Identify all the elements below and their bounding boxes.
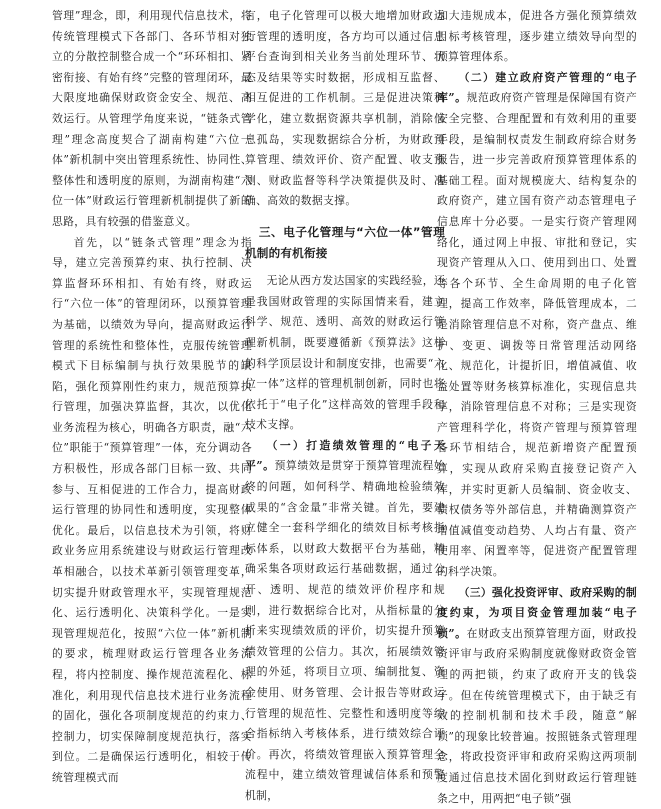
paragraph: 言，电子化管理可以极大地增加财政运行管理的透明度，各方均可以通过信息平台查询到相关业务当前处理环节、状态及结果等实时数据，形成相互监督、相互促进的工作机制。三是促进决策科学化，建立数据资源共享机制，消除信息孤岛，实现数据综合分析，为财政预算管理、绩效评价、资产配置、收支预测、财政监督等科学决策提供及时、准确、高效的数据支撑。 bbox=[245, 9, 445, 208]
paragraph: 管理”理念，即，利用现代信息技术，将传统管理模式下各部门、各环节相对独立的分散控制整合成一个“环环相扣、紧密衔接、有始有终”完整的管理闭环，最大限度地确保财政资金安全、规范、高效运行。从管理学角度来说，“链条式管理”理念高度契合了湖南构建“六位一体”新机制中突出管理系统性、协同性、整体性和透明度的原则，为湖南构建“六位一体”财政运行管理新机制提供了新的思路，具有较强的借鉴意义。 bbox=[52, 9, 252, 228]
text-column-right bbox=[437, 6, 638, 805]
subsection-paragraph bbox=[437, 68, 637, 583]
paragraph: 首先，以“链条式管理”理念为指导，建立完善预算约束、执行控制、决算监督环环相扣、有始有终，财政运行“六位一体”的管理闭环，以预算管理为基础，以绩效为导向，提高财政运行管理的系统性和整体性，克服传统管理模式下目标编制与执行效果脱节的缺陷，强化预算刚性约束力，规范预算执行管理，加强决算监督，其次，以优化业务流程为核心，明确各方职责，融“六位”职能于“预算管理”一体，充分调动各方积极性，形成各部门目标一致、共同参与、互相促进的工作合力，提高财政运行管理的协同性和透明度，实现整体优化。最后，以信息技术为引领，将财政业务应用系统建设与财政运行管理改革相融合，以技术革新引领管理变革，切实提升财政管理水平，实现管理规范化、运行透明化、决策科学化。一是实现管理规范化，按照“六位一体”新机制的要求，梳理财政运行管理各业务流程，将内控制度、操作规范流程化、标准化，利用现代信息技术进行业务流程的固化，强化各项制度规范的约束力、控制力，切实保障制度规范执行，落实到位。二是确保运行透明化，相较于传统管理模式而 bbox=[52, 235, 252, 784]
paragraph: 无论从西方发达国家的实践经验，还是我国财政管理的实际国情来看，建立科学、规范、透明、高效的财政运行管理新机制，既要遵循新《预算法》这样的科学顶层设计和制度安排，也需要“六位一体”这样的管理机制创新，同时也将依托于“电子化”这样高效的管理手段和技术支撑。 bbox=[245, 274, 445, 432]
subsection-text: 在财政支出预算管理方面，财政投资评审与政府采购制度就像财政资金管理的两把锁，约束了政府开支的钱袋子。但在传统管理模式下，由于缺乏有效的控制机制和技术手段，随意“解锁”的现象比较普遍。按照链条式管理理念，将政投资评审和政府采购这两项制度通过信息技术固化到财政运行管理链条之中，用两把“电子锁”强 bbox=[437, 626, 638, 805]
subsection-title: （一）打造绩效管理的“电子天平”。 bbox=[245, 438, 445, 473]
subsection-paragraph bbox=[437, 583, 637, 809]
subsection-text: 规范政府资产管理是保障国有资产安全完整、合理配置和有效利用的重要手段，是编制权责发生制政府综合财务报告，进一步完善政府预算管理体系的基础工程。面对规模庞大、结构复杂的政府资产，建立国有资产动态管理电子信息库十分必要。一是实行资产管理网络化，通过网上申报、审批和登记，实现资产管理从入口、使用到出口、处置等各个环节、全生命周期的电子化管理，提高工作效率，降低管理成本，二是消除管理信息不对称，资产盘点、维护、变更、调拨等日常管理活动网络化、规范化，计提折旧，增值减值、收益处置等财务核算标准化，实现信息共享，消除管理信息不对称；三是实现资产管理科学化，将资产管理与预算管理各环节相结合，规范新增资产配置预算，实现从政府采购直接登记资产入库，并实时更新人员编制、资金收支、债权债务等外部信息，并精确测算资产增值减值变动趋势、人均占有量、资产使用率、闲置率等，促进资产配置管理的科学决策。 bbox=[437, 91, 638, 579]
subsection-text: 预算绩效是贯穿于预算管理流程始终的问题，如何科学、精确地检验绩效成果的“含金量”非常关键。首先，要建立健全一套科学细化的绩效目标考核指标体系，以财政大数据平台为基础，精确采集各项财政运行基础数据，通过公开、透明、规范的绩效评价程序和规则，进行数据综合比对，从指标量的分析来实现绩效质的评价，切实提升预算绩效管理的公信力。其次，拓展绩效管理的外延，将项目立项、编制批复、资金使用、财务管理、会计报告等财政运行管理的规范性、完整性和透明度等综合指标纳入考核体系，进行绩效综合评价。再次，将绩效管理嵌入预算管理全流程中，建立绩效管理诚信体系和预警机制， bbox=[245, 459, 446, 802]
text-column-middle bbox=[245, 6, 446, 802]
paragraph: 加大违规成本，促进各方强化预算绩效目标考核管理，逐步建立绩效导向型的预算管理体系。 bbox=[437, 9, 637, 64]
section-heading: 三、电子化管理与“六位一体”管理机制的有机衔接 bbox=[245, 224, 445, 260]
subsection-paragraph bbox=[245, 436, 445, 807]
text-column-left bbox=[52, 6, 252, 784]
subsection-title: （二）建立政府资产管理的“电子库”。 bbox=[437, 70, 637, 105]
subsection-title: （三）强化投资评审、政府采购的制度约束，为项目资金管理加装“电子锁”。 bbox=[437, 585, 637, 640]
